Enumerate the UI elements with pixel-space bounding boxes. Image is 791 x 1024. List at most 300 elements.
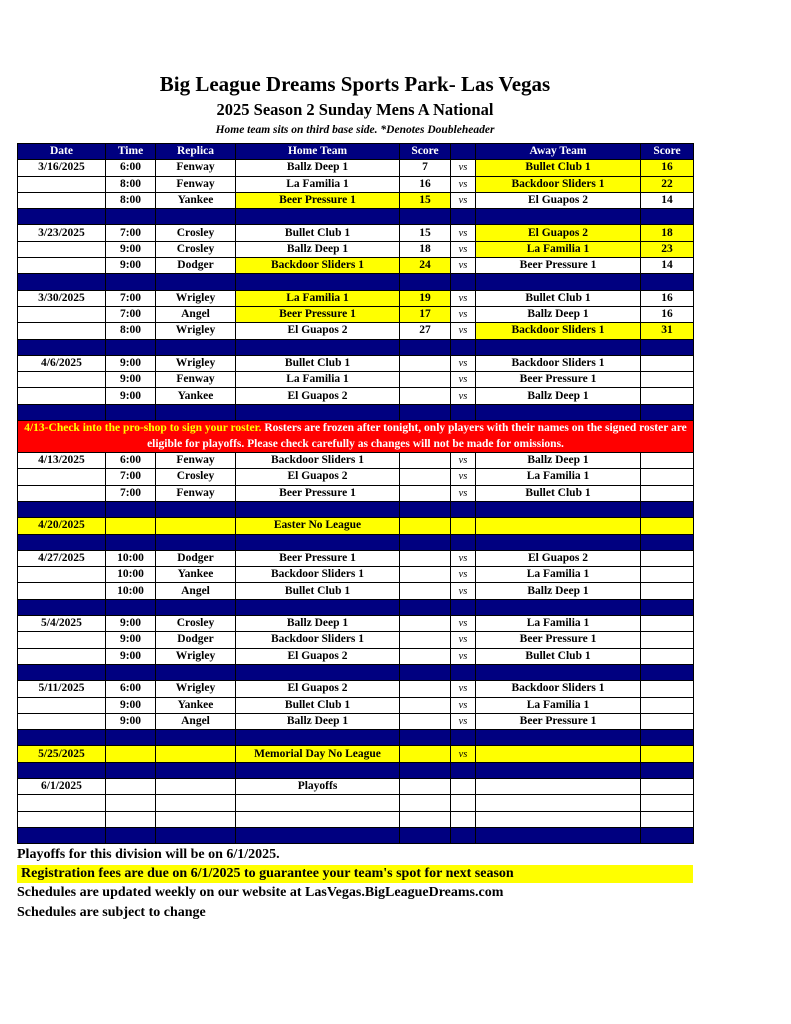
separator-cell [18,762,106,778]
separator-cell [106,827,156,843]
cell-home-score [400,697,451,713]
separator-cell [106,762,156,778]
separator-cell [18,664,106,680]
separator-cell [400,599,451,615]
cell-home-team: Backdoor Sliders 1 [236,632,400,648]
separator-cell [451,664,476,680]
cell-date: 4/27/2025 [18,550,106,566]
separator-cell [18,827,106,843]
separator-cell [400,730,451,746]
col-header-vs [451,144,476,160]
table-row [18,795,694,811]
separator-cell [451,534,476,550]
separator-cell [106,339,156,355]
cell-home-score: 15 [400,225,451,241]
cell-replica: Wrigley [156,681,236,697]
cell-time [106,811,156,827]
cell-away-score: 14 [641,192,694,208]
separator-cell [476,599,641,615]
cell-home-score [400,795,451,811]
separator-row [18,730,694,746]
cell-vs: vs [451,290,476,306]
cell-home-score: 18 [400,241,451,257]
cell-date: 3/30/2025 [18,290,106,306]
cell-away-score: 31 [641,323,694,339]
table-row [18,583,694,599]
cell-time: 9:00 [106,388,156,404]
separator-cell [451,209,476,225]
cell-replica: Wrigley [156,290,236,306]
table-row [18,485,694,501]
cell-vs: vs [451,567,476,583]
cell-home-score: 24 [400,258,451,274]
cell-date [18,583,106,599]
cell-away-team: Backdoor Sliders 1 [476,323,641,339]
cell-home-team: Playoffs [236,778,400,794]
cell-vs: vs [451,160,476,176]
cell-home-score [400,681,451,697]
separator-cell [236,274,400,290]
separator-cell [106,274,156,290]
cell-home-score [400,648,451,664]
table-row [18,616,694,632]
separator-cell [236,827,400,843]
cell-away-team [476,795,641,811]
cell-replica: Fenway [156,176,236,192]
cell-replica: Fenway [156,485,236,501]
table-row [18,290,694,306]
cell-time [106,795,156,811]
cell-replica: Wrigley [156,648,236,664]
cell-replica: Dodger [156,550,236,566]
cell-date: 5/25/2025 [18,746,106,762]
separator-cell [236,209,400,225]
cell-home-score [400,583,451,599]
separator-row [18,339,694,355]
cell-away-team: La Familia 1 [476,697,641,713]
cell-date [18,241,106,257]
table-row [18,697,694,713]
cell-vs: vs [451,550,476,566]
cell-vs: vs [451,192,476,208]
separator-cell [156,404,236,420]
separator-cell [156,599,236,615]
footer-playoffs-note: Playoffs for this division will be on 6/1/2025. [17,847,280,862]
cell-home-score [400,616,451,632]
separator-cell [641,599,694,615]
table-row [18,518,694,534]
cell-date: 4/6/2025 [18,355,106,371]
separator-cell [236,599,400,615]
cell-time: 7:00 [106,485,156,501]
cell-home-team [236,811,400,827]
separator-cell [106,404,156,420]
cell-away-team: Ballz Deep 1 [476,453,641,469]
cell-date [18,388,106,404]
col-header-time: Time [106,144,156,160]
cell-away-team: La Familia 1 [476,567,641,583]
cell-vs: vs [451,388,476,404]
cell-away-score: 16 [641,306,694,322]
cell-date: 4/20/2025 [18,518,106,534]
cell-vs [451,778,476,794]
separator-cell [476,730,641,746]
cell-time: 8:00 [106,176,156,192]
cell-vs: vs [451,469,476,485]
cell-home-score [400,550,451,566]
cell-home-team: Bullet Club 1 [236,697,400,713]
cell-vs: vs [451,453,476,469]
cell-time: 9:00 [106,372,156,388]
separator-cell [400,501,451,517]
roster-notice-body: Rosters are frozen after tonight, only players with their names on the signed roster are eligible for playoffs. Please check carefully as changes will not be made for omissions. [147,422,687,450]
cell-away-team: El Guapos 2 [476,192,641,208]
cell-vs: vs [451,372,476,388]
cell-date [18,811,106,827]
cell-date [18,258,106,274]
cell-away-team [476,811,641,827]
cell-home-team: Beer Pressure 1 [236,550,400,566]
cell-home-team: La Familia 1 [236,176,400,192]
cell-time: 9:00 [106,616,156,632]
separator-cell [18,274,106,290]
cell-away-team: Backdoor Sliders 1 [476,355,641,371]
cell-date [18,176,106,192]
separator-cell [641,209,694,225]
cell-home-team: Beer Pressure 1 [236,306,400,322]
separator-cell [400,274,451,290]
separator-row [18,501,694,517]
cell-replica: Crosley [156,241,236,257]
table-row [18,323,694,339]
separator-cell [641,664,694,680]
cell-away-score [641,550,694,566]
cell-date [18,567,106,583]
col-header-home-team: Home Team [236,144,400,160]
cell-away-team [476,746,641,762]
separator-cell [106,501,156,517]
cell-vs: vs [451,258,476,274]
separator-cell [641,274,694,290]
cell-away-score [641,485,694,501]
cell-away-score [641,795,694,811]
separator-cell [18,501,106,517]
cell-replica: Fenway [156,160,236,176]
cell-replica: Fenway [156,372,236,388]
cell-home-score: 19 [400,290,451,306]
separator-row [18,599,694,615]
cell-home-team: Beer Pressure 1 [236,485,400,501]
cell-vs [451,811,476,827]
separator-row [18,209,694,225]
cell-home-team: El Guapos 2 [236,469,400,485]
cell-home-score: 15 [400,192,451,208]
cell-home-team: Backdoor Sliders 1 [236,453,400,469]
table-row [18,355,694,371]
separator-cell [156,730,236,746]
cell-time: 7:00 [106,306,156,322]
table-row [18,746,694,762]
cell-away-score: 23 [641,241,694,257]
cell-away-team: Beer Pressure 1 [476,372,641,388]
cell-away-score [641,746,694,762]
separator-cell [236,501,400,517]
cell-date: 5/11/2025 [18,681,106,697]
table-row [18,469,694,485]
cell-date: 3/23/2025 [18,225,106,241]
cell-away-score [641,567,694,583]
cell-vs: vs [451,355,476,371]
cell-time: 10:00 [106,567,156,583]
cell-home-score [400,746,451,762]
cell-date [18,192,106,208]
cell-away-team: Beer Pressure 1 [476,258,641,274]
cell-home-score [400,778,451,794]
cell-home-team: La Familia 1 [236,372,400,388]
cell-away-team: Ballz Deep 1 [476,306,641,322]
cell-home-team: El Guapos 2 [236,388,400,404]
cell-vs: vs [451,323,476,339]
roster-notice-lead: 4/13-Check into the pro-shop to sign your roster. [24,422,262,435]
cell-replica: Dodger [156,258,236,274]
cell-away-score [641,616,694,632]
cell-replica: Crosley [156,469,236,485]
cell-away-team: Ballz Deep 1 [476,583,641,599]
cell-vs: vs [451,485,476,501]
separator-cell [18,404,106,420]
separator-cell [236,762,400,778]
table-row [18,713,694,729]
schedule-table [17,143,694,844]
separator-cell [641,534,694,550]
separator-cell [451,501,476,517]
cell-away-team: Beer Pressure 1 [476,713,641,729]
header-note: Home team sits on third base side. *Denotes Doubleheader [215,124,495,136]
cell-home-score: 17 [400,306,451,322]
cell-away-team: Backdoor Sliders 1 [476,681,641,697]
separator-cell [641,404,694,420]
separator-cell [156,209,236,225]
cell-home-team: Memorial Day No League [236,746,400,762]
cell-home-team: Beer Pressure 1 [236,192,400,208]
cell-time: 9:00 [106,713,156,729]
cell-replica: Angel [156,583,236,599]
cell-away-score: 16 [641,290,694,306]
cell-home-team: Bullet Club 1 [236,355,400,371]
cell-vs: vs [451,713,476,729]
cell-replica: Yankee [156,192,236,208]
cell-replica [156,795,236,811]
cell-away-team: Bullet Club 1 [476,290,641,306]
cell-home-team: Backdoor Sliders 1 [236,567,400,583]
table-row [18,778,694,794]
separator-cell [156,827,236,843]
cell-away-team: Bullet Club 1 [476,160,641,176]
cell-away-score [641,372,694,388]
cell-date [18,795,106,811]
cell-home-team: Easter No League [236,518,400,534]
cell-away-score [641,518,694,534]
cell-home-team: Bullet Club 1 [236,583,400,599]
cell-away-score [641,713,694,729]
page-subtitle: 2025 Season 2 Sunday Mens A National [216,100,494,119]
cell-away-team: La Familia 1 [476,469,641,485]
cell-home-team: Ballz Deep 1 [236,616,400,632]
cell-time: 7:00 [106,469,156,485]
cell-replica: Wrigley [156,323,236,339]
cell-home-team: Ballz Deep 1 [236,160,400,176]
cell-time: 9:00 [106,355,156,371]
cell-home-score: 7 [400,160,451,176]
cell-date [18,632,106,648]
cell-away-score [641,388,694,404]
separator-cell [476,339,641,355]
cell-home-score: 16 [400,176,451,192]
cell-vs: vs [451,697,476,713]
separator-cell [400,339,451,355]
cell-away-score [641,778,694,794]
separator-cell [400,209,451,225]
cell-replica: Fenway [156,453,236,469]
cell-replica [156,778,236,794]
footer-registration-note: Registration fees are due on 6/1/2025 to guarantee your team's spot for next season [17,865,693,883]
separator-cell [451,274,476,290]
separator-cell [451,404,476,420]
cell-home-score [400,469,451,485]
cell-away-team: La Familia 1 [476,241,641,257]
cell-time: 10:00 [106,550,156,566]
cell-away-score [641,453,694,469]
cell-away-team: Bullet Club 1 [476,648,641,664]
cell-away-team [476,778,641,794]
cell-date [18,697,106,713]
table-row [18,176,694,192]
table-row [18,632,694,648]
separator-row [18,404,694,420]
cell-away-team: Ballz Deep 1 [476,388,641,404]
separator-cell [236,664,400,680]
cell-away-score: 22 [641,176,694,192]
cell-date: 5/4/2025 [18,616,106,632]
cell-away-score [641,697,694,713]
cell-home-score [400,453,451,469]
cell-vs: vs [451,583,476,599]
separator-row [18,534,694,550]
cell-home-team: Backdoor Sliders 1 [236,258,400,274]
cell-date [18,372,106,388]
cell-date [18,648,106,664]
table-row [18,241,694,257]
footer-website-note: Schedules are updated weekly on our website at LasVegas.BigLeagueDreams.com [17,885,504,900]
cell-away-score [641,811,694,827]
cell-home-team: El Guapos 2 [236,648,400,664]
separator-cell [156,534,236,550]
cell-date: 3/16/2025 [18,160,106,176]
cell-vs: vs [451,616,476,632]
separator-cell [400,827,451,843]
separator-cell [641,730,694,746]
cell-home-score [400,372,451,388]
cell-date [18,323,106,339]
cell-time: 8:00 [106,192,156,208]
cell-home-team: Ballz Deep 1 [236,713,400,729]
separator-cell [641,501,694,517]
cell-home-team: El Guapos 2 [236,323,400,339]
cell-away-team: Bullet Club 1 [476,485,641,501]
cell-away-team: La Familia 1 [476,616,641,632]
cell-time: 6:00 [106,160,156,176]
col-header-away-team: Away Team [476,144,641,160]
table-row [18,160,694,176]
separator-cell [451,827,476,843]
cell-replica: Dodger [156,632,236,648]
separator-cell [106,664,156,680]
cell-vs [451,518,476,534]
cell-replica [156,518,236,534]
cell-time: 9:00 [106,648,156,664]
separator-cell [451,339,476,355]
separator-cell [476,534,641,550]
cell-away-score [641,648,694,664]
cell-date [18,713,106,729]
cell-replica: Yankee [156,388,236,404]
cell-home-score [400,632,451,648]
separator-cell [156,762,236,778]
table-header-row [18,144,694,160]
separator-cell [236,339,400,355]
roster-notice-row [18,421,694,453]
cell-replica [156,746,236,762]
separator-cell [156,501,236,517]
cell-date: 4/13/2025 [18,453,106,469]
cell-away-score [641,469,694,485]
cell-home-score [400,713,451,729]
cell-away-score: 16 [641,160,694,176]
separator-row [18,827,694,843]
cell-replica: Yankee [156,697,236,713]
cell-vs: vs [451,681,476,697]
separator-cell [641,339,694,355]
cell-vs: vs [451,746,476,762]
cell-date: 6/1/2025 [18,778,106,794]
table-row [18,567,694,583]
cell-time: 8:00 [106,323,156,339]
cell-away-score [641,355,694,371]
cell-time [106,746,156,762]
footer-change-note: Schedules are subject to change [17,905,206,920]
separator-row [18,274,694,290]
cell-home-score [400,811,451,827]
cell-home-team: Ballz Deep 1 [236,241,400,257]
cell-replica: Crosley [156,616,236,632]
separator-cell [156,274,236,290]
cell-replica: Angel [156,713,236,729]
cell-vs: vs [451,225,476,241]
cell-time: 7:00 [106,290,156,306]
separator-cell [106,730,156,746]
cell-time: 6:00 [106,453,156,469]
page-title: Big League Dreams Sports Park- Las Vegas [159,72,551,96]
table-row [18,372,694,388]
cell-away-team: Beer Pressure 1 [476,632,641,648]
table-row [18,192,694,208]
cell-home-score: 27 [400,323,451,339]
cell-vs: vs [451,241,476,257]
cell-home-score [400,485,451,501]
separator-cell [476,274,641,290]
cell-vs [451,795,476,811]
separator-cell [18,339,106,355]
